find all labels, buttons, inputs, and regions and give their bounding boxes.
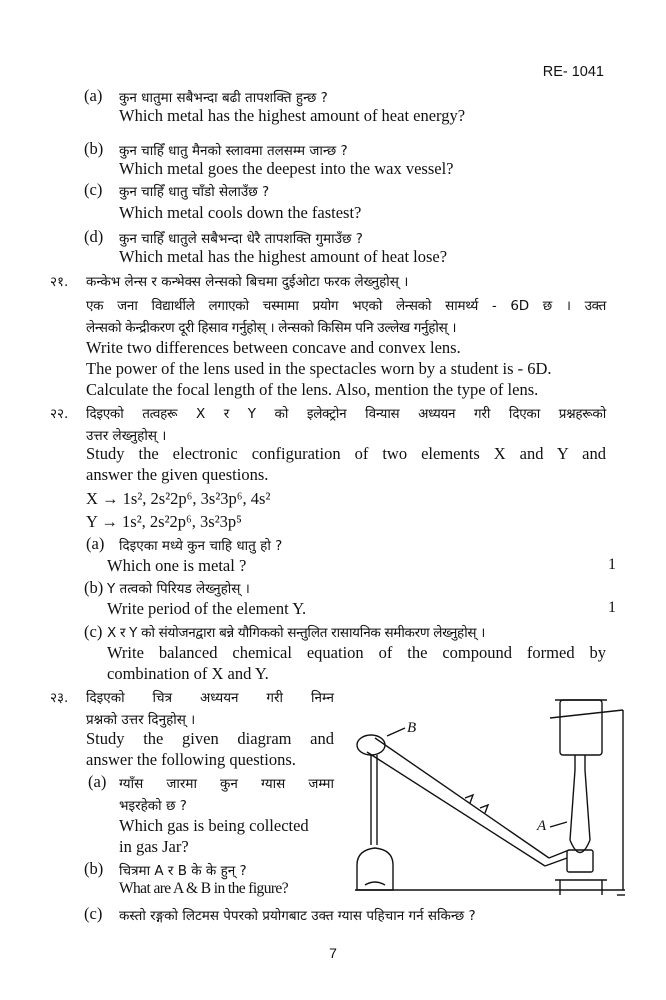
q20c-nepali: कुन चाहिँ धातु चाँडो सेलाउँछ ? <box>119 184 270 200</box>
q22a-mark: 1 <box>608 556 616 573</box>
q21-nepali-3: लेन्सको केन्द्रीकरण दूरी हिसाव गर्नुहोस् । लेन्सको किसिम पनि उल्लेख गर्नुहोस् । <box>86 320 457 336</box>
q20c-english: Which metal cools down the fastest? <box>119 203 362 222</box>
q21-number: २१. <box>50 274 69 290</box>
gas-apparatus-diagram <box>345 690 625 900</box>
q22c-english-2: combination of X and Y. <box>107 664 269 683</box>
q22a-label: (a) <box>86 534 105 553</box>
q23a-label: (a) <box>88 772 107 791</box>
q22c-english-1: Write balanced chemical equation of the compound formed by <box>107 643 606 662</box>
diagram-label-a: A <box>537 818 547 834</box>
delivery-tube <box>367 738 569 866</box>
q20b-nepali: कुन चाहिँ धातु मैनको स्लावमा तलसम्म जान्छ ? <box>119 143 348 159</box>
q23-english-2: answer the following questions. <box>86 750 296 769</box>
q20b-english: Which metal goes the deepest into the wax vessel? <box>119 159 454 178</box>
q22-config-x: X → 1s², 2s²2p⁶, 3s²3p⁶, 4s² <box>86 489 271 508</box>
q22b-mark: 1 <box>608 599 616 616</box>
q22a-nepali: दिइएका मध्ये कुन चाहि धातु हो ? <box>119 538 283 554</box>
q22-nepali-1: दिइएको तत्वहरू X र Y को इलेक्ट्रोन विन्यास अध्ययन गरी दिएका प्रश्नहरूको <box>86 406 606 422</box>
clamp-top-bottle <box>555 700 607 770</box>
q22-config-y: Y → 1s², 2s²2p⁶, 3s²3p⁵ <box>86 512 242 531</box>
q22-english-1: Study the electronic configuration of two elements X and Y and <box>86 444 606 463</box>
q21-english-3: Calculate the focal length of the lens. Also, mention the type of lens. <box>86 380 539 399</box>
q20a-nepali: कुन धातुमा सबैभन्दा बढी तापशक्ति हुन्छ ? <box>119 90 328 106</box>
q23a-nepali-2: भइरहेको छ ? <box>119 798 187 814</box>
page-number: 7 <box>329 945 337 961</box>
q22-number: २२. <box>50 406 69 422</box>
q21-nepali-1: कन्केभ लेन्स र कन्भेक्स लेन्सको बिचमा दुईओटा फरक लेख्नुहोस् । <box>86 274 409 290</box>
q23a-english-2: in gas Jar? <box>119 837 189 856</box>
q22-english-2: answer the given questions. <box>86 465 269 484</box>
q22c-nepali: X र Y को संयोजनद्वारा बन्ने यौगिकको सन्तुलित रासायनिक समीकरण लेख्नुहोस् । <box>107 625 486 641</box>
diagram-label-b: B <box>407 720 417 736</box>
q20b-label: (b) <box>84 139 104 158</box>
q22a-english: Which one is metal ? <box>107 556 247 575</box>
q20a-label: (a) <box>84 86 103 105</box>
q22b-nepali: Y तत्वको पिरियड लेख्नुहोस् । <box>107 581 250 597</box>
q23b-nepali: चित्रमा A र B के के हुन् ? <box>119 863 247 879</box>
paper-code: RE- 1041 <box>542 64 604 80</box>
heated-tube-setup <box>555 770 607 895</box>
q22-nepali-2: उत्तर लेख्नुहोस् । <box>86 428 167 444</box>
q23-english-1: Study the given diagram and <box>86 729 334 748</box>
q20c-label: (c) <box>84 180 103 199</box>
q23-nepali-2: प्रश्नको उत्तर दिनुहोस् । <box>86 712 196 728</box>
q22b-label: (b) <box>84 578 104 597</box>
q23-nepali-1: दिइएको चित्र अध्ययन गरी निम्न <box>86 690 334 706</box>
q21-english-1: Write two differences between concave and convex lens. <box>86 338 461 357</box>
q23b-english: What are A & B in the figure? <box>119 880 288 897</box>
q20d-label: (d) <box>84 227 104 246</box>
q21-english-2: The power of the lens used in the spectacles worn by a student is - 6D. <box>86 359 552 378</box>
q22c-label: (c) <box>84 622 103 641</box>
q23c-nepali: कस्तो रङ्गको लिटमस पेपरको प्रयोगबाट उक्त ग्यास पहिचान गर्न सकिन्छ ? <box>119 908 476 924</box>
q23-number: २३. <box>50 690 69 706</box>
q20d-english: Which metal has the highest amount of heat lose? <box>119 247 448 266</box>
q23b-label: (b) <box>84 859 104 878</box>
q21-nepali-2: एक जना विद्यार्थीले लगाएको चस्मामा प्रयोग भएको लेन्सको सामर्थ्य - 6D छ । उक्त <box>86 298 606 314</box>
q20d-nepali: कुन चाहिँ धातुले सबैभन्दा धेरै तापशक्ति गुमाउँछ ? <box>119 231 363 247</box>
q22b-english: Write period of the element Y. <box>107 599 307 618</box>
q23a-nepali-1: ग्याँस जारमा कुन ग्यास जम्मा <box>119 776 334 792</box>
q23c-label: (c) <box>84 904 103 923</box>
q20a-english: Which metal has the highest amount of heat energy? <box>119 106 466 125</box>
q23a-english-1: Which gas is being collected <box>119 816 309 835</box>
